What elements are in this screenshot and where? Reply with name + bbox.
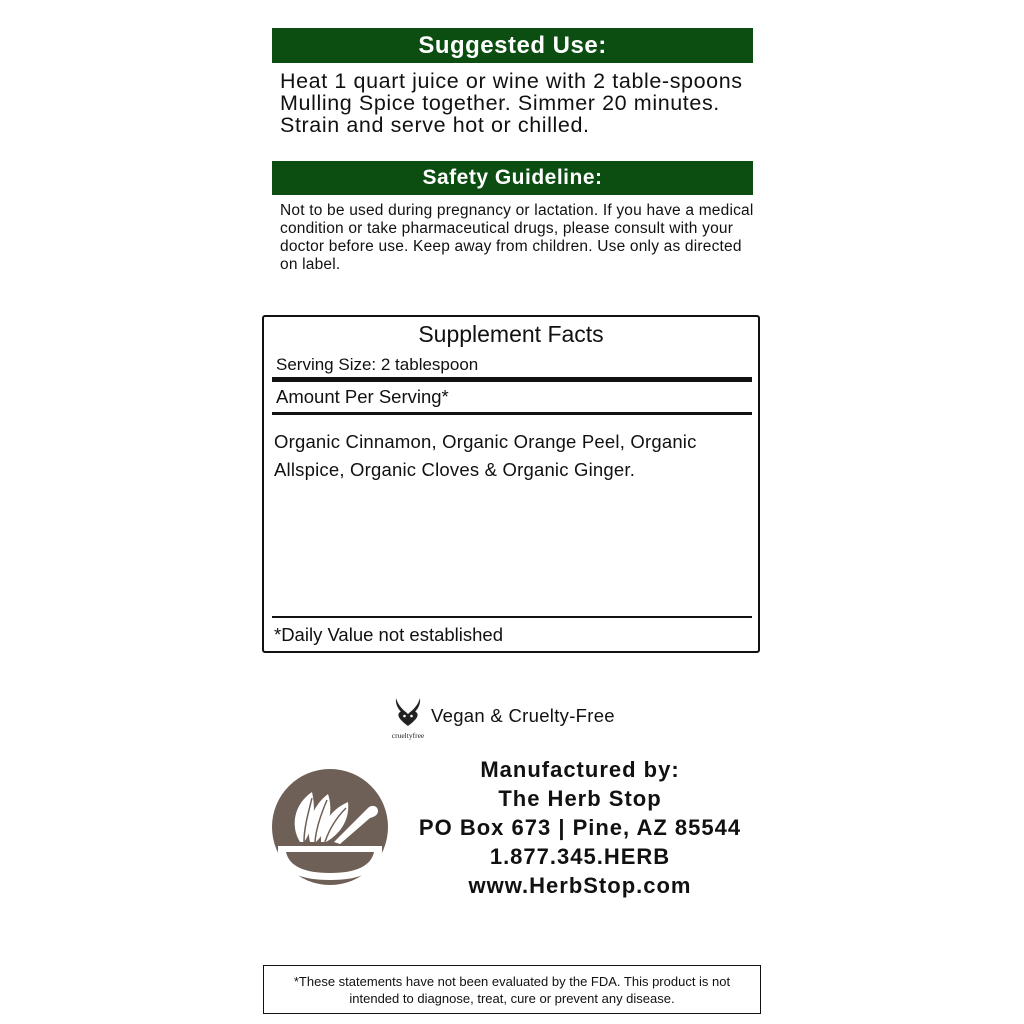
daily-value-note: *Daily Value not established [274, 624, 503, 645]
manufacturer-name: The Herb Stop [498, 786, 662, 811]
medium-divider [272, 412, 752, 415]
fda-disclaimer [263, 965, 761, 1014]
mortar-pestle-leaves-icon [264, 768, 396, 886]
suggested-use-text: Heat 1 quart juice or wine with 2 table-spoons Mulling Spice together. Simmer 20 minutes. Strain and serve hot or chilled. [280, 69, 743, 137]
supplement-facts-panel [262, 315, 760, 653]
cruelty-free-logo-text: crueltyfree [391, 731, 425, 740]
vegan-cruelty-free-label: Vegan & Cruelty-Free [431, 705, 615, 726]
thin-divider [272, 616, 752, 618]
supplement-facts-title: Supplement Facts [418, 321, 604, 347]
manufacturer-phone: 1.877.345.HERB [489, 844, 671, 869]
safety-guideline-heading: Safety Guideline: [272, 161, 753, 195]
manufactured-by-label: Manufactured by: [480, 757, 680, 782]
disclaimer-line-2: intended to diagnose, treat, cure or prevent any disease. [349, 991, 675, 1006]
manufacturer-address: PO Box 673 | Pine, AZ 85544 [418, 815, 742, 840]
cruelty-free-bunny-icon [386, 695, 430, 741]
manufacturer-block [400, 755, 760, 900]
ingredients-list: Organic Cinnamon, Organic Orange Peel, Organic Allspice, Organic Cloves & Organic Ginger. [274, 431, 697, 480]
suggested-use-heading: Suggested Use: [272, 28, 753, 63]
thick-divider [272, 377, 752, 382]
amount-per-serving: Amount Per Serving* [276, 386, 449, 407]
safety-guideline-text: Not to be used during pregnancy or lactation. If you have a medical condition or take pharmaceutical drugs, please consult with your doctor before use. Keep away from children. Use only as directed on label. [280, 202, 754, 273]
manufacturer-website[interactable]: www.HerbStop.com [468, 873, 692, 898]
serving-size: Serving Size: 2 tablespoon [276, 355, 479, 374]
disclaimer-line-1: *These statements have not been evaluated by the FDA. This product is not [293, 974, 731, 989]
